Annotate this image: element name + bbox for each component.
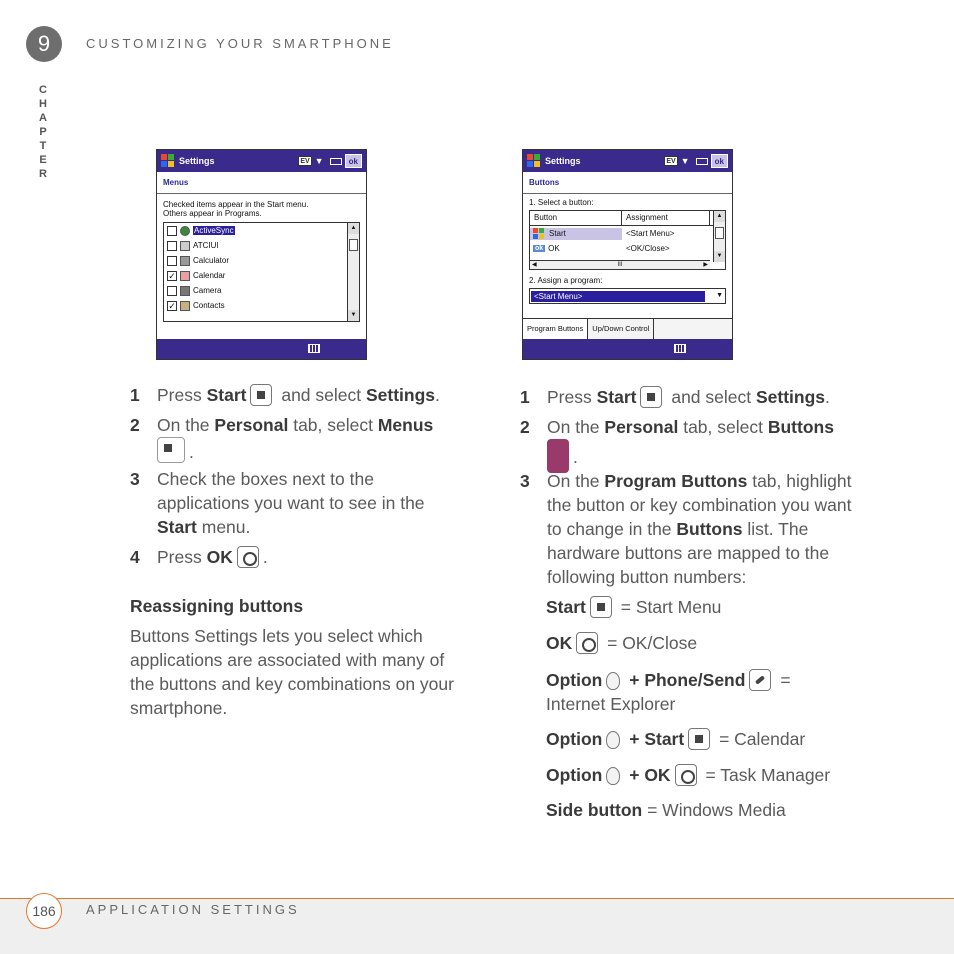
tab-up-down-control[interactable]: Up/Down Control (588, 319, 654, 340)
screen-title: Settings (179, 156, 215, 166)
list-item-label: Calendar (193, 271, 226, 280)
signal-icon: ▼ (680, 156, 690, 166)
buttons-settings-screenshot (522, 149, 733, 360)
step-number: 1 (130, 385, 140, 405)
text-run: Option (546, 729, 603, 749)
text-run: . (573, 447, 578, 467)
checkbox[interactable] (167, 226, 177, 236)
step-number: 2 (520, 417, 530, 437)
scroll-thumb[interactable] (349, 239, 358, 251)
text-run: = Task Manager (700, 765, 831, 785)
calculator-icon (180, 256, 190, 266)
camera-icon (180, 286, 190, 296)
text-run: Settings (365, 385, 436, 405)
screen-heading: Buttons (523, 172, 732, 194)
assign-program-label: 2. Assign a program: (529, 276, 603, 285)
buttons-list (529, 210, 726, 270)
menus-settings-screenshot (156, 149, 367, 360)
column-header-assignment[interactable]: Assignment (622, 211, 710, 225)
mapping-option-start (546, 728, 805, 750)
list-item[interactable] (164, 283, 359, 298)
step-text (547, 415, 887, 473)
screen-title: Settings (545, 156, 581, 166)
scroll-up-icon[interactable]: ▲ (348, 223, 359, 234)
ev-indicator: EV (666, 158, 676, 165)
text-run: . (189, 442, 194, 462)
atciui-icon (180, 241, 190, 251)
mapping-option-ok (546, 764, 830, 786)
text-run: the button or key combination you want (547, 495, 852, 515)
step-text (157, 383, 497, 407)
signal-icon: ▼ (314, 156, 324, 166)
text-run: Settings (755, 387, 826, 407)
assignment-value: <OK/Close> (626, 244, 670, 253)
text-run: Internet Explorer (546, 694, 676, 714)
ok-key-icon (576, 632, 598, 654)
windows-logo-icon (527, 154, 541, 168)
list-item-label: Calculator (193, 256, 230, 265)
text-run: Press (157, 385, 207, 405)
text-run: tab, highlight (747, 471, 852, 491)
instructions-line-1: Checked items appear in the Start menu. (163, 200, 309, 209)
scroll-left-icon[interactable]: ◀ (532, 262, 537, 268)
chapter-label-text: CHAPTER (39, 84, 47, 180)
list-item-label: Contacts (193, 301, 225, 310)
text-run: On the (547, 417, 605, 437)
text-run: + Phone/Send (624, 670, 746, 690)
text-run: Menus (377, 415, 434, 435)
instructions-line-2: Others appear in Programs. (163, 209, 262, 218)
list-scrollbar[interactable] (713, 211, 725, 262)
page-number: 186 (26, 893, 62, 929)
screen-heading: Menus (157, 172, 366, 194)
right-column (520, 385, 920, 595)
menus-icon (157, 437, 185, 463)
scroll-down-icon[interactable]: ▼ (714, 251, 725, 262)
title-bar (157, 150, 366, 172)
checkbox[interactable] (167, 241, 177, 251)
phone-send-key-icon (749, 669, 771, 691)
table-cell (530, 244, 622, 253)
step-text (547, 469, 907, 589)
table-row[interactable] (530, 241, 725, 256)
scroll-thumb[interactable] (715, 227, 724, 239)
list-item[interactable] (164, 238, 359, 253)
chapter-number-badge: 9 (26, 26, 62, 62)
dropdown-arrow-icon[interactable]: ▼ (716, 292, 723, 299)
start-key-icon (250, 384, 272, 406)
status-area (298, 154, 362, 168)
assignment-value: <Start Menu> (626, 229, 675, 238)
menu-items-list (163, 222, 360, 322)
text-run: Start (157, 517, 197, 537)
title-bar (523, 150, 732, 172)
checkbox[interactable] (167, 256, 177, 266)
text-run: menu. (196, 517, 251, 537)
tab-program-buttons[interactable]: Program Buttons (523, 319, 588, 340)
text-run: hardware buttons are mapped to the (547, 543, 830, 563)
list-item[interactable] (164, 253, 359, 268)
step-text (157, 545, 497, 569)
tab-strip (523, 318, 732, 340)
buttons-icon (547, 439, 569, 473)
select-button-label: 1. Select a button: (529, 198, 594, 207)
step-text (157, 413, 497, 464)
text-run: and select (276, 385, 366, 405)
step-number: 3 (130, 469, 140, 489)
keyboard-icon[interactable] (674, 344, 686, 353)
paragraph-line: the buttons and key combinations on your (130, 674, 454, 694)
windows-logo-icon (161, 154, 175, 168)
checkbox[interactable]: ✓ (168, 270, 176, 281)
column-header-button[interactable]: Button (530, 211, 622, 225)
text-run: OK (206, 547, 233, 567)
start-key-icon (590, 596, 612, 618)
keyboard-icon[interactable] (308, 344, 320, 353)
text-run: Option (546, 670, 603, 690)
step-text (157, 467, 497, 539)
list-item[interactable] (164, 268, 359, 283)
button-name: Start (549, 229, 566, 238)
text-run: Option (546, 765, 603, 785)
running-head: CUSTOMIZING YOUR SMARTPHONE (86, 36, 394, 51)
text-run: Check the boxes next to the (157, 469, 374, 489)
ev-indicator: EV (300, 158, 310, 165)
start-icon (533, 228, 545, 240)
screen-body (523, 194, 732, 310)
text-run: tab, select (288, 415, 378, 435)
text-run: = Calendar (714, 729, 806, 749)
scroll-thumb-grip[interactable]: III (617, 262, 623, 268)
footer-running-head: APPLICATION SETTINGS (86, 902, 300, 917)
activesync-icon (180, 226, 190, 236)
start-key-icon (640, 386, 662, 408)
option-key-icon (606, 731, 620, 749)
mapping-start (546, 596, 721, 618)
contacts-icon (180, 301, 190, 311)
text-run: tab, select (678, 417, 768, 437)
text-run: following button numbers: (547, 567, 747, 587)
paragraph-line: smartphone. (130, 698, 228, 718)
list-item-label: ATCIUI (193, 241, 219, 250)
text-run: applications you want to see in the (157, 493, 425, 513)
text-run: to change in the (547, 519, 677, 539)
ok-key-icon (675, 764, 697, 786)
buttons-list-header (530, 211, 725, 226)
start-key-icon (688, 728, 710, 750)
text-run: Start (206, 385, 247, 405)
dropdown-value: <Start Menu> (531, 291, 705, 302)
text-run: On the (157, 415, 215, 435)
text-run: OK (546, 633, 573, 653)
horizontal-scrollbar[interactable] (530, 260, 710, 269)
program-dropdown[interactable] (529, 288, 726, 304)
list-item[interactable] (164, 298, 359, 313)
text-run: Personal (604, 417, 679, 437)
table-cell (530, 228, 622, 240)
text-run: Side button (546, 800, 643, 820)
ok-key-icon (237, 546, 259, 568)
text-run: On the (547, 471, 605, 491)
step-number: 2 (130, 415, 140, 435)
text-run: and select (666, 387, 756, 407)
list-item[interactable] (164, 223, 359, 238)
scroll-right-icon[interactable]: ▶ (703, 262, 708, 268)
ok-button[interactable]: ok (711, 154, 728, 168)
list-item-label: ActiveSync (194, 226, 234, 235)
status-area (664, 154, 728, 168)
scroll-up-icon[interactable]: ▲ (714, 211, 725, 222)
step-number: 4 (130, 547, 140, 567)
text-run: = Windows Media (642, 800, 786, 820)
step-number: 1 (520, 387, 530, 407)
list-item-label: Camera (193, 286, 222, 295)
section-paragraph (130, 624, 500, 720)
text-run: + OK (624, 765, 671, 785)
text-run: Buttons (676, 519, 743, 539)
scroll-down-icon[interactable]: ▼ (348, 310, 359, 321)
ok-button[interactable]: ok (345, 154, 362, 168)
text-run: Press (157, 547, 207, 567)
option-key-icon (606, 767, 620, 785)
calendar-icon (180, 271, 190, 281)
battery-icon (330, 158, 342, 165)
text-run: + Start (624, 729, 685, 749)
button-name: OK (548, 244, 560, 253)
text-run: Program Buttons (604, 471, 748, 491)
text-run: Personal (214, 415, 289, 435)
mapping-side-button (546, 800, 786, 821)
text-run: = OK/Close (602, 633, 698, 653)
checkbox[interactable]: ✓ (168, 300, 176, 311)
mapping-ok (546, 632, 697, 654)
text-run: list. The (742, 519, 809, 539)
section-heading: Reassigning buttons (130, 596, 304, 616)
text-run: = (775, 670, 791, 690)
step-number: 3 (520, 471, 530, 491)
text-run: Start (546, 597, 586, 617)
step-text (547, 385, 887, 409)
chapter-label (36, 83, 50, 181)
text-run: = Start Menu (615, 597, 722, 617)
paragraph-line: applications are associated with many of (130, 650, 445, 670)
left-column (130, 383, 500, 723)
menu-bar (523, 339, 732, 359)
mapping-option-phone (546, 668, 791, 716)
text-run: Press (547, 387, 597, 407)
list-scrollbar[interactable] (347, 223, 359, 321)
text-run: . (435, 385, 440, 405)
checkbox[interactable] (167, 286, 177, 296)
option-key-icon (606, 672, 620, 690)
table-row[interactable] (530, 226, 725, 241)
menu-bar (157, 339, 366, 359)
battery-icon (696, 158, 708, 165)
ok-badge-icon: ok (535, 245, 544, 252)
text-run: . (825, 387, 830, 407)
screen-body (157, 194, 366, 328)
text-run: Buttons (767, 417, 834, 437)
paragraph-line: Buttons Settings lets you select which (130, 626, 423, 646)
text-run: Start (596, 387, 637, 407)
text-run: . (262, 547, 268, 567)
